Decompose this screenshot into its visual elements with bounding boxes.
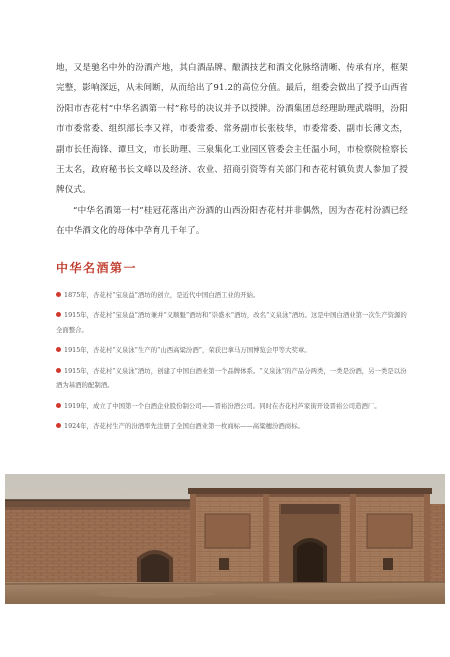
bullet-icon — [56, 347, 61, 352]
timeline-text: 1875年，杏花村“宝泉益”酒坊的创立，是近代中国白酒工业的开始。 — [64, 291, 260, 299]
bullet-icon — [56, 423, 61, 428]
timeline-text: 1915年，杏花村“宝泉益”酒坊兼并“义顺魁”酒坊和“崇盛永”酒坊，改名“义泉泳”酒坊。这是中国白酒业第一次生产资源的全面整合。 — [56, 311, 407, 335]
timeline-item — [56, 419, 412, 434]
brick-courtyard-illustration — [5, 474, 445, 604]
timeline-text: 1915年，杏花村“义泉泳”生产的“山西高粱汾酒”，荣获巴拿马万国博览会甲等大奖章。 — [64, 346, 311, 355]
timeline-item — [56, 288, 412, 303]
bullet-icon — [56, 312, 61, 317]
bullet-icon — [56, 403, 61, 408]
courtyard-photo — [5, 474, 445, 604]
timeline-text: 1915年，杏花村“义泉泳”酒坊，创建了中国白酒业第一个品牌体系。“义泉泳”的产品分两类，一类是汾酒，另一类是以汾酒为基酒的配制酒。 — [56, 366, 407, 390]
bullet-icon — [56, 368, 61, 373]
timeline-item — [56, 343, 412, 358]
body-text — [56, 58, 408, 242]
timeline-text: 1924年，杏花村生产的汾酒率先注册了全国白酒业第一枚商标——高粱穗汾酒商标。 — [64, 422, 304, 431]
timeline-item — [56, 308, 412, 338]
timeline-text: 1919年，成立了中国第一个白酒企业股份制公司——晋裕汾酒公司。同时在杏花村芦家街开设晋裕公司造酒厂。 — [64, 401, 381, 410]
section-title: 中华名酒第一 — [56, 261, 138, 275]
bullet-icon — [56, 292, 61, 297]
paragraph-1: 地，又是驰名中外的汾酒产地，其白酒品牌、酿酒技艺和酒文化脉络清晰、传承有序，框架完整，影响深远，从未间断，从而给出了91.2的高位分值。最后，组委会做出了授予山西省汾阳市杏花村“中华名酒第一村”称号的决议并予以授牌。汾酒集团总经理助理武瑞明，汾阳市市委常委、组织部长李又祥，市委常委、常务副市长张枝华，市委常委、副市长薄文杰，副市长任海锋、谭旦文，市长助理、三泉集化工业园区管委会主任温小珂，市检察院检察长王太名，政府秘书长文峰以及经济、农业、招商引资等有关部门和杏花村镇负责人参加了授牌仪式。 — [56, 63, 408, 196]
timeline-item — [56, 364, 412, 394]
paragraph-2: “中华名酒第一村”桂冠花落出产汾酒的山西汾阳杏花村并非偶然，因为杏花村汾酒已经在中华酒文化的母体中孕育几千年了。 — [56, 205, 408, 237]
timeline-list — [56, 288, 412, 439]
timeline-item — [56, 399, 412, 414]
